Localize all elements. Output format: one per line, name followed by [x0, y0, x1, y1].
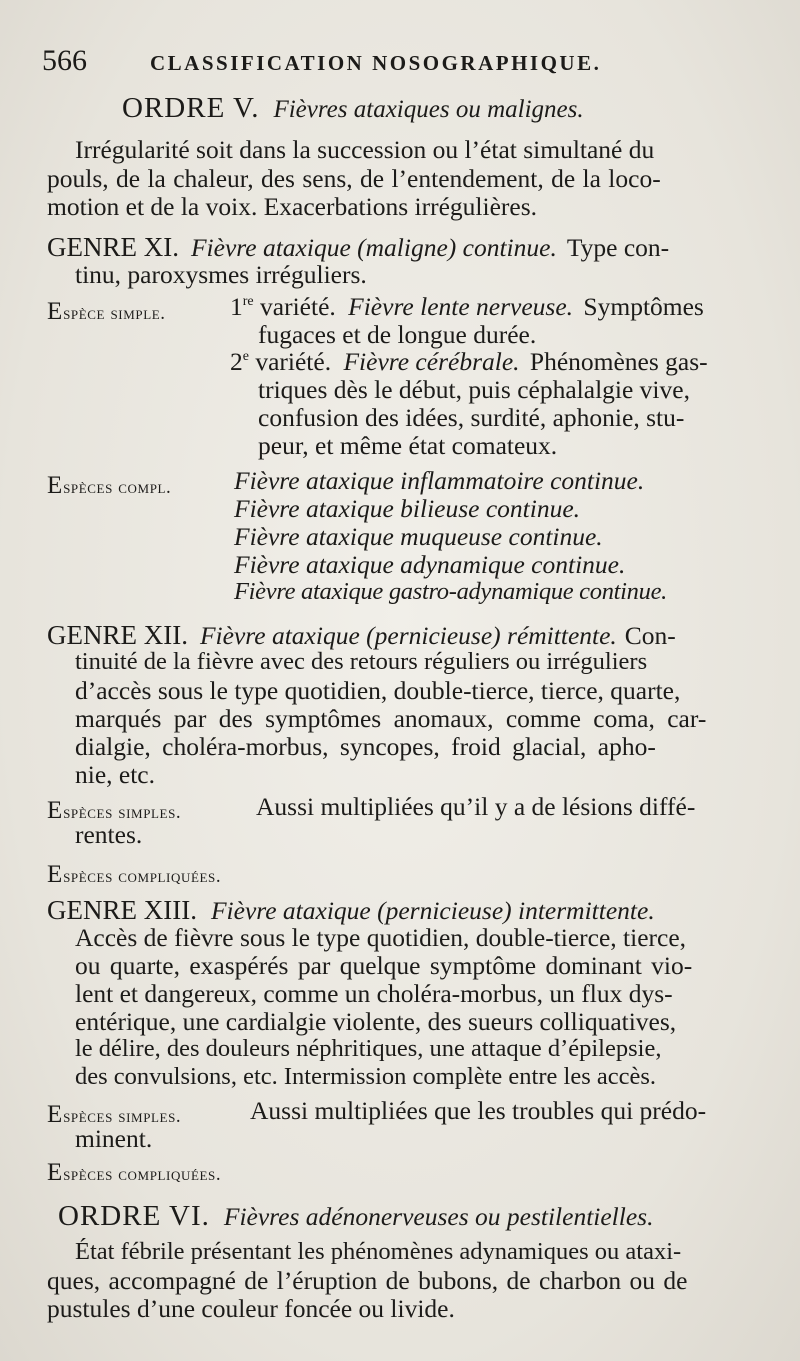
ordre-5-heading [122, 92, 584, 125]
variete-2-line: 2e variété. Fièvre cérébrale. Phénomènes gas- [230, 347, 708, 376]
genre-12-after-title: Con- [624, 621, 676, 650]
variete-2-cont-1: triques dès le début, puis céphalalgie vive, [258, 375, 690, 404]
ordre-5-line-2: pouls, de la chaleur, des sens, de l’entendement, de la loco- [47, 164, 661, 193]
espece-compl-item: Fièvre ataxique muqueuse continue. [234, 522, 603, 551]
ordre-6-label: ORDRE VI. [58, 1200, 210, 1232]
variete-1-line: 1re variété. Fièvre lente nerveuse. Symptômes [230, 292, 704, 321]
page-number: 566 [42, 44, 87, 77]
genre-13-heading [47, 895, 655, 926]
especes-simples-label: Espèces simples. [47, 1101, 182, 1128]
genre-12-line-2: d’accès sous le type quotidien, double-tierce, tierce, quarte, [75, 676, 681, 705]
especes-simples-cont: rentes. [75, 820, 143, 849]
variete-1-title: Fièvre lente nerveuse. [348, 292, 574, 321]
genre-13-line-6: des convulsions, etc. Intermission complète entre les accès. [75, 1063, 657, 1090]
ordre-5-line-1: Irrégularité soit dans la succession ou l’état simultané du [75, 135, 655, 164]
genre-12-line-5: nie, etc. [75, 760, 155, 789]
genre-11-after-title: Type con- [566, 233, 670, 262]
genre-13-line-5: le délire, des douleurs néphritiques, une attaque d’épilepsie, [75, 1035, 662, 1062]
especes-simples-cont: minent. [75, 1124, 153, 1153]
especes-compl-label: Espèces compl. [47, 472, 172, 499]
espece-simple-label: Espèce simple. [47, 298, 166, 325]
running-title: CLASSIFICATION NOSOGRAPHIQUE. [150, 51, 602, 75]
especes-simples-text: Aussi multipliées que les troubles qui prédo- [250, 1096, 707, 1125]
genre-13-title: Fièvre ataxique (pernicieuse) intermittente. [210, 896, 655, 925]
genre-12-title: Fièvre ataxique (pernicieuse) rémittente. [199, 621, 617, 650]
genre-12-line-1: tinuité de la fièvre avec des retours réguliers ou irréguliers [75, 648, 648, 675]
genre-11-cont: tinu, paroxysmes irréguliers. [75, 260, 367, 289]
ordre-6-line-1: État fébrile présentant les phénomènes adynamiques ou ataxi- [75, 1238, 682, 1265]
ordre-6-title: Fièvres adénonerveuses ou pestilentielles. [223, 1202, 654, 1231]
especes-compliquees-label: Espèces compliquées. [47, 861, 222, 888]
ordre-5-label: ORDRE V. [122, 92, 260, 124]
genre-12-line-3: marqués par des symptômes anomaux, comme coma, car- [75, 704, 707, 733]
genre-13-line-2: ou quarte, exaspérés par quelque symptôme dominant vio- [75, 951, 693, 980]
variete-2-cont-2: confusion des idées, surdité, aphonie, stu- [258, 403, 685, 432]
espece-compl-item: Fièvre ataxique gastro-adynamique continue. [234, 578, 667, 605]
genre-13-line-4: entérique, une cardialgie violente, des sueurs colliquatives, [75, 1007, 677, 1036]
especes-simples-text: Aussi multipliées qu’il y a de lésions diffé- [256, 792, 696, 821]
especes-compliquees-label: Espèces compliquées. [47, 1159, 222, 1186]
espece-compl-item: Fièvre ataxique adynamique continue. [234, 550, 626, 579]
especes-simples-label: Espèces simples. [47, 797, 182, 824]
ordre-6-line-2: ques, accompagné de l’éruption de bubons, de charbon ou de [47, 1266, 688, 1295]
ordre-6-line-3: pustules d’une couleur foncée ou livide. [47, 1294, 455, 1323]
genre-13-line-1: Accès de fièvre sous le type quotidien, double-tierce, tierce, [75, 923, 687, 952]
ordre-5-line-3: motion et de la voix. Exacerbations irrégulières. [47, 192, 538, 221]
genre-12-label: GENRE XII. [47, 620, 188, 650]
variete-1-cont: fugaces et de longue durée. [258, 320, 537, 349]
espece-compl-item: Fièvre ataxique bilieuse continue. [234, 494, 581, 523]
genre-12-line-4: dialgie, choléra-morbus, syncopes, froid glacial, apho- [75, 732, 656, 761]
genre-11-label: GENRE XI. [47, 232, 179, 262]
variete-2-title: Fièvre cérébrale. [343, 347, 520, 376]
ordre-5-title: Fièvres ataxiques ou malignes. [273, 96, 584, 123]
genre-13-label: GENRE XIII. [47, 895, 197, 925]
variete-2-cont-3: peur, et même état comateux. [258, 431, 558, 460]
genre-13-line-3: lent et dangereux, comme un choléra-morbus, un flux dys- [75, 979, 673, 1008]
genre-12-heading [47, 620, 676, 651]
genre-11-title: Fièvre ataxique (maligne) continue. [190, 233, 557, 262]
espece-compl-item: Fièvre ataxique inflammatoire continue. [234, 466, 645, 495]
ordre-6-heading [58, 1200, 653, 1233]
genre-11-heading [47, 232, 669, 263]
